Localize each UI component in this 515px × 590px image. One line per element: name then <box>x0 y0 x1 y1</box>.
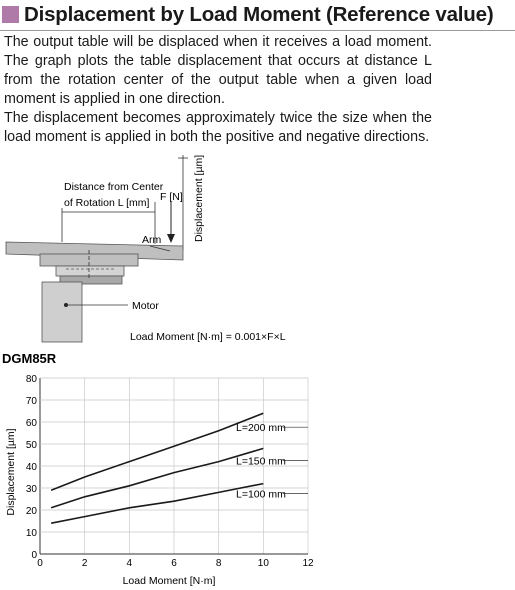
y-tick-label: 50 <box>25 440 37 451</box>
chart-title: DGM85R <box>2 351 57 366</box>
force-arrow-icon <box>167 202 175 243</box>
y-tick-label: 80 <box>25 374 37 385</box>
x-tick-label: 4 <box>126 558 133 569</box>
y-tick-label: 0 <box>31 550 37 561</box>
accent-square-icon <box>2 6 19 23</box>
series-label: L=150 mm <box>236 455 286 468</box>
series-line <box>51 484 263 524</box>
y-tick-label: 70 <box>25 396 37 407</box>
y-tick-label: 60 <box>25 418 37 429</box>
x-tick-label: 6 <box>171 558 177 569</box>
x-tick-label: 2 <box>81 558 88 569</box>
y-tick-labels <box>26 374 38 561</box>
section-header <box>0 2 515 29</box>
load-moment-diagram <box>0 150 515 350</box>
x-tick-label: 8 <box>215 558 222 569</box>
description-paragraph-2: The displacement becomes approximately twice the size when the load moment is applied in both the positive and negative directions. <box>4 110 432 145</box>
series-line <box>51 413 263 490</box>
motor-body <box>42 282 82 342</box>
output-table <box>40 250 138 284</box>
y-tick-label: 10 <box>25 528 37 539</box>
arm-label: Arm <box>142 234 162 246</box>
force-label: F [N] <box>160 191 183 203</box>
y-tick-label: 30 <box>25 484 37 495</box>
distance-label-line-2: of Rotation L [mm] <box>64 197 150 209</box>
description-paragraph-1: The output table will be displaced when it receives a load moment. The graph plots the table displacement that occurs at distance L from the rotation center of the output table when a given load moment is applied in one direction. <box>4 34 432 107</box>
description <box>4 33 432 147</box>
chart-series <box>51 413 308 523</box>
y-tick-label: 40 <box>25 462 37 473</box>
page-title: Displacement by Load Moment (Reference value) <box>24 3 494 26</box>
series-label: L=200 mm <box>236 422 286 435</box>
load-moment-formula: Load Moment [N·m] = 0.001×F×L <box>130 331 286 343</box>
series-label: L=100 mm <box>236 488 286 501</box>
x-tick-label: 12 <box>302 558 314 569</box>
motor-label: Motor <box>132 300 159 312</box>
distance-label-line-1: Distance from Center <box>64 181 164 193</box>
x-tick-labels <box>37 558 314 569</box>
y-tick-label: 20 <box>25 506 37 517</box>
displacement-label: Displacement [µm] <box>193 154 205 242</box>
title-divider <box>0 30 515 31</box>
displacement-chart <box>0 350 515 590</box>
y-axis-label: Displacement [µm] <box>5 428 17 516</box>
x-tick-label: 0 <box>37 558 43 569</box>
x-axis-label: Load Moment [N·m] <box>122 575 216 587</box>
x-tick-label: 10 <box>257 558 269 569</box>
